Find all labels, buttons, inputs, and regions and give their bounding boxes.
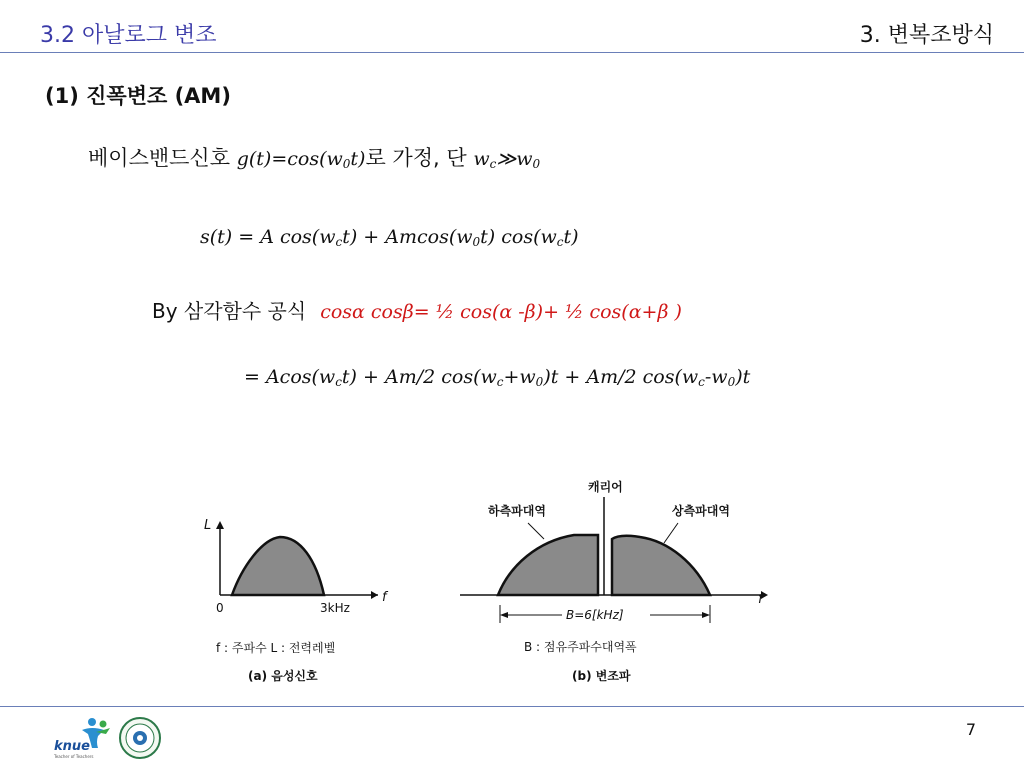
logo-tagline: Teacher of Teachers xyxy=(54,754,94,759)
baseband-text: 베이스밴드신호 xyxy=(88,146,231,170)
baseband-spectrum xyxy=(204,518,389,683)
upper-sideband-label: 상측파대역 xyxy=(672,504,730,518)
x-label-a: f xyxy=(382,590,387,605)
x-axis-arrow-a xyxy=(371,591,378,599)
chapter-title: 3. 변복조방식 xyxy=(859,23,994,48)
bandwidth-label: B=6[kHz] xyxy=(566,608,624,622)
origin-label: 0 xyxy=(216,601,224,615)
equation-expanded: = $Acos(w_ct) + Am/2$ $\cos(w_c+w_0)t + Am/2$ $\cos(w_c-w_0)t$ xyxy=(244,366,751,389)
baseband-shape xyxy=(232,537,324,595)
logo-figure-head-2 xyxy=(100,721,107,728)
knue-logo xyxy=(52,714,164,764)
x-tick-3khz: 3kHz xyxy=(320,601,350,615)
upper-sideband-shape xyxy=(612,536,710,595)
legend-a: f : 주파수 L : 전력레벨 xyxy=(216,641,336,655)
am-spectrum-figure xyxy=(198,455,798,695)
logo-figure-head-1 xyxy=(88,718,96,726)
bw-arrowhead-left xyxy=(500,612,508,618)
baseband-condition: $w_c≫w_0$ xyxy=(473,148,541,171)
modulated-spectrum xyxy=(460,479,768,683)
carrier-label: 캐리어 xyxy=(588,480,623,494)
baseband-suffix: 로 가정, 단 xyxy=(365,146,467,170)
lower-sideband-shape xyxy=(498,535,598,595)
identity-label: By 삼각함수 공식 xyxy=(152,299,307,323)
bw-arrowhead-right xyxy=(702,612,710,618)
lower-sideband-pointer xyxy=(528,523,544,539)
seal-center-dot xyxy=(137,735,143,741)
identity-line xyxy=(152,295,682,324)
baseband-line xyxy=(88,142,540,172)
lower-sideband-label: 하측파대역 xyxy=(488,504,546,518)
legend-b: B : 점유주파수대역폭 xyxy=(524,640,637,654)
baseband-formula: $g(t)=\cos(w_0t)$ xyxy=(236,148,366,171)
equation-st: s(t) = A $\cos(w_ct) + Amcos(w_0t)$ $\cos(w_ct)$ xyxy=(200,226,579,249)
trig-identity: cosα cosβ= ½ cos(α -β)+ ½ cos(α+β ) xyxy=(320,301,682,323)
caption-b: (b) 변조파 xyxy=(572,669,631,683)
upper-sideband-pointer xyxy=(664,523,678,543)
footer-divider xyxy=(0,706,1024,707)
section-heading: (1) 진폭변조 (AM) xyxy=(45,84,231,108)
header-divider xyxy=(0,52,1024,53)
page-number: 7 xyxy=(965,720,976,739)
x-label-b: f xyxy=(758,592,763,607)
y-label-a: L xyxy=(204,518,212,533)
slide-title: 3.2 아날로그 변조 xyxy=(40,23,217,48)
y-axis-arrow-a xyxy=(216,521,224,529)
logo-text: knue xyxy=(54,739,90,754)
caption-a: (a) 음성신호 xyxy=(248,669,318,683)
